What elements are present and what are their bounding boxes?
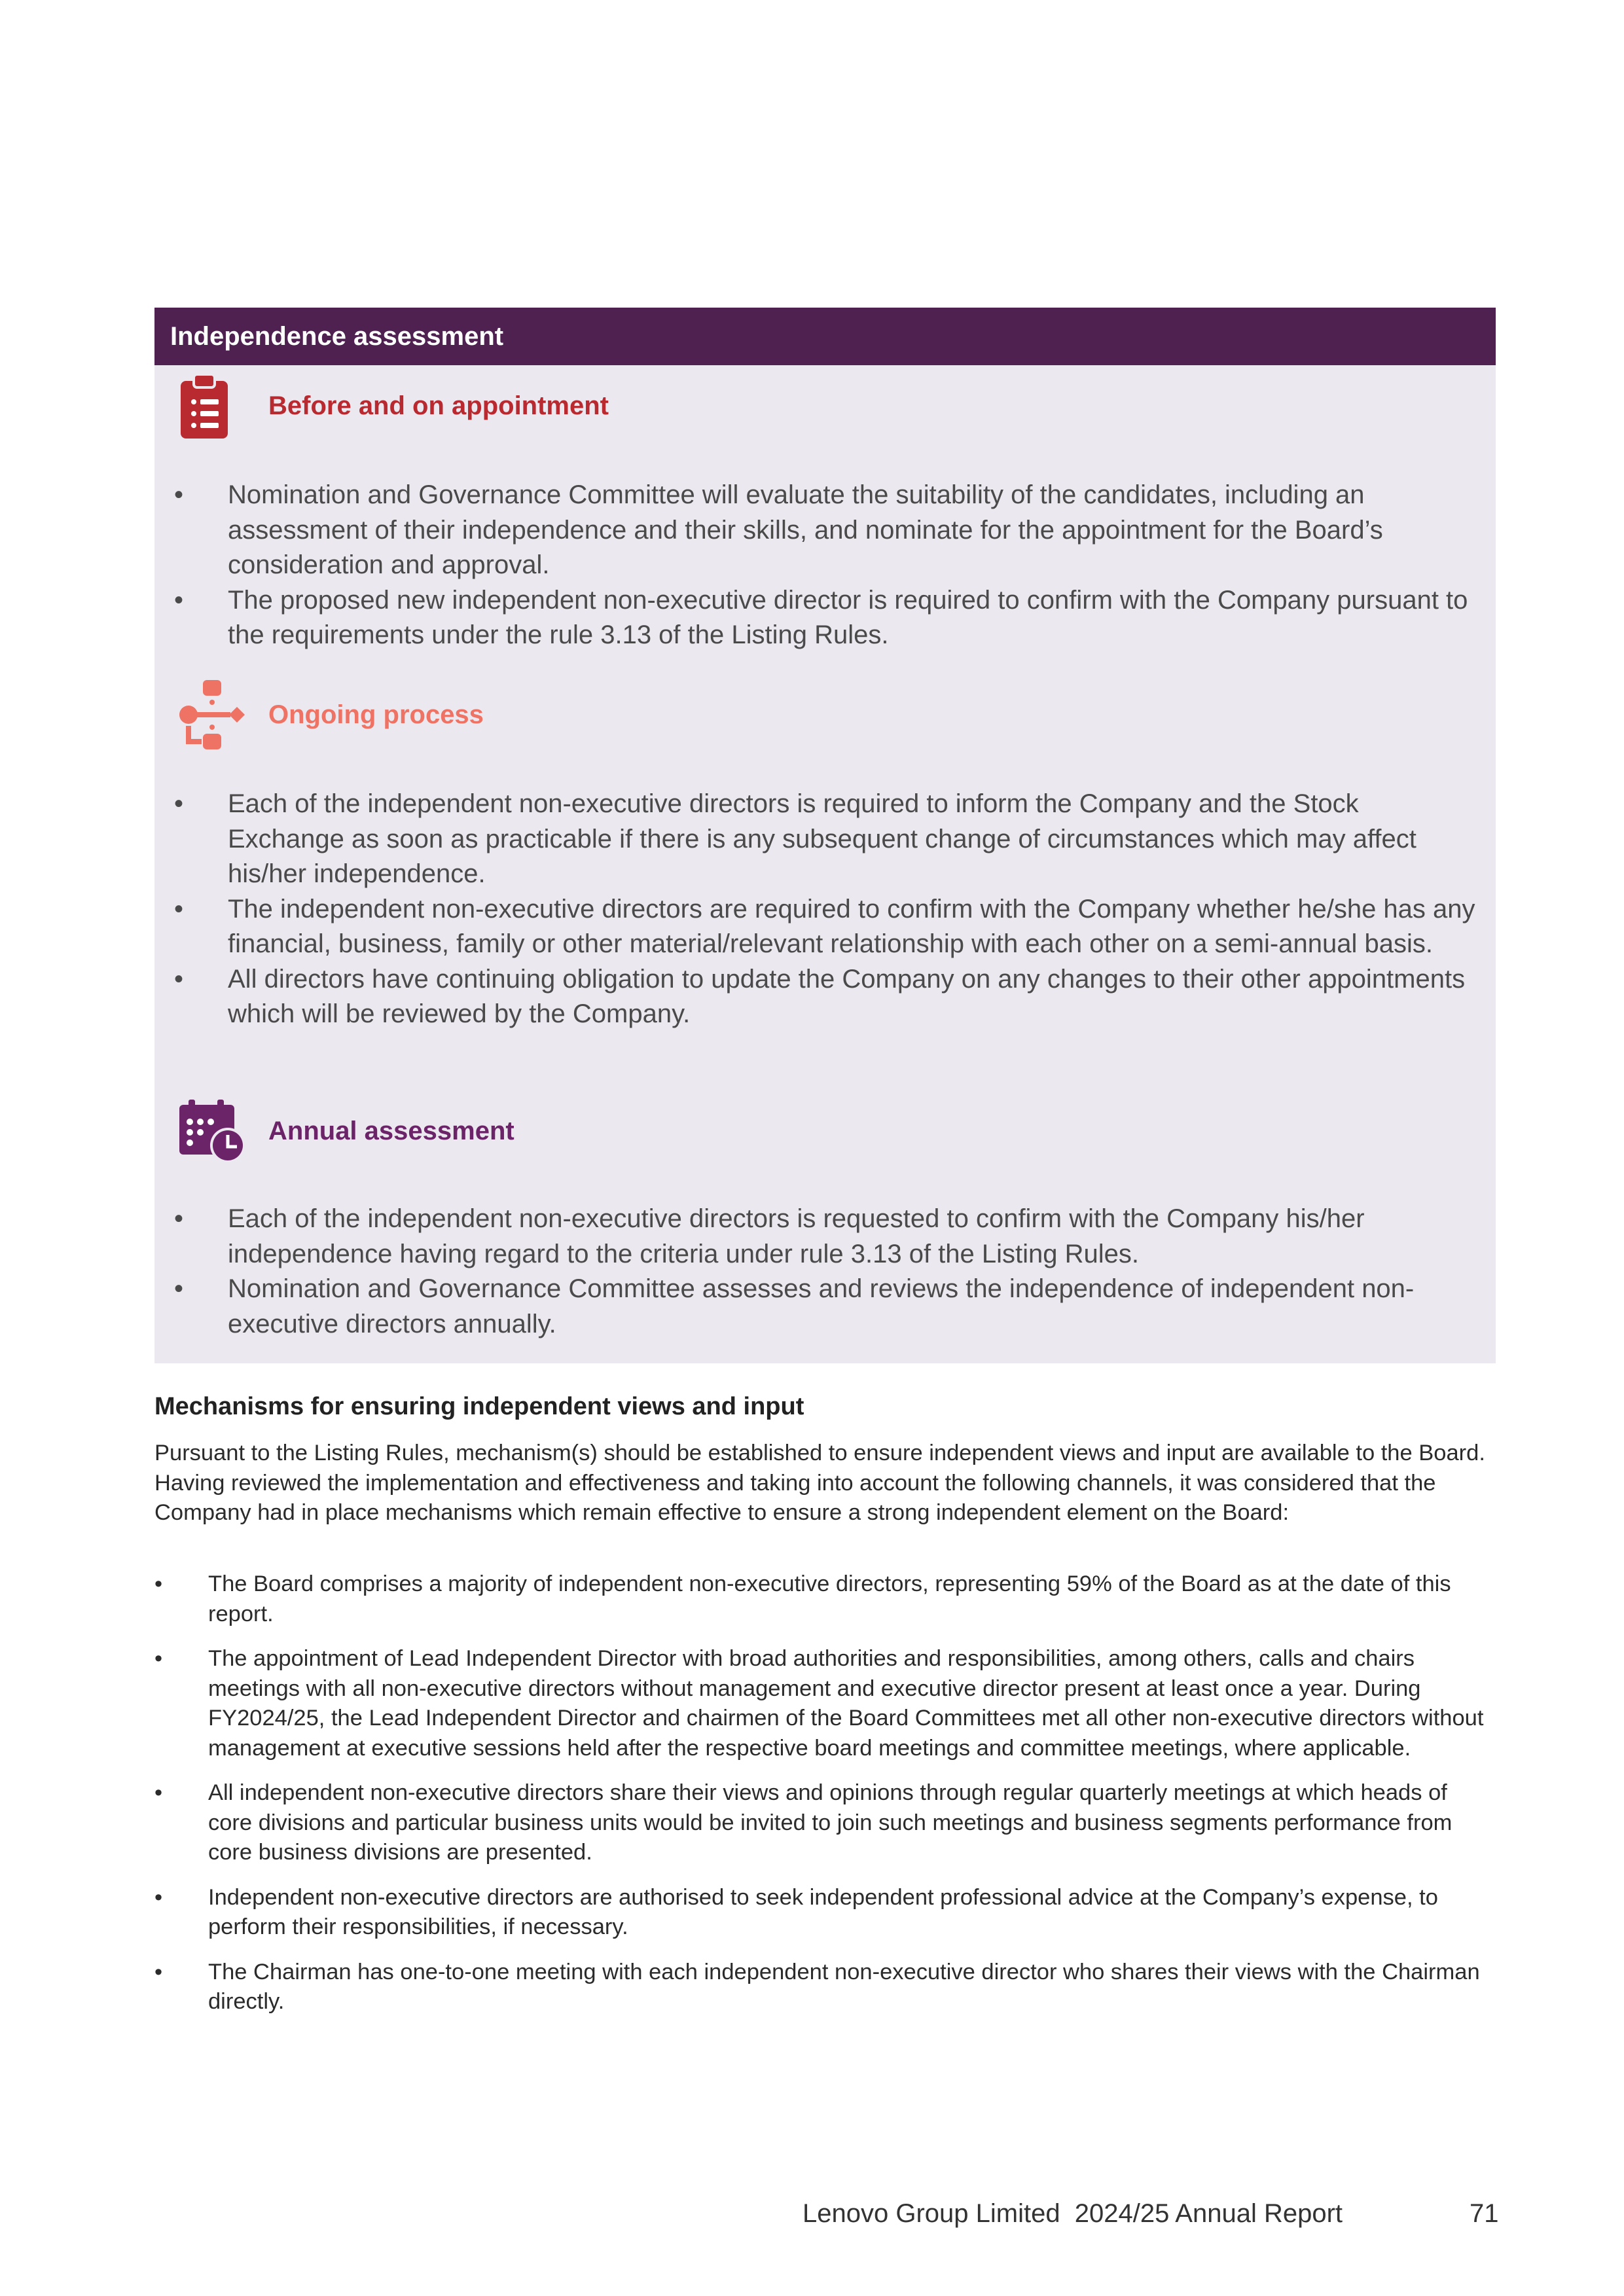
list-item: • All directors have continuing obligation to update the Company on any changes to their other appointments which will be reviewed by the Company. (174, 962, 1477, 1032)
list-item: • The proposed new independent non-executive director is required to confirm with the Company pursuant to the requirements under the rule 3.13 of the Listing Rules. (174, 583, 1477, 653)
list-item: • Each of the independent non-executive directors is required to inform the Company and the Stock Exchange as soon as practicable if there is any subsequent change of circumstances which may affect his/her independence. (174, 787, 1477, 892)
mechanisms-list (154, 1570, 1496, 2032)
list-item: • Each of the independent non-executive directors is requested to confirm with the Company his/her independence having regard to the criteria under rule 3.13 of the Listing Rules. (174, 1202, 1477, 1272)
process-flow-icon (178, 680, 247, 749)
list-item: • Nomination and Governance Committee will evaluate the suitability of the candidates, including an assessment of their independence and their skills, and nominate for the appointment for the Board’s consideration and approval. (174, 478, 1477, 583)
calendar-clock-icon (178, 1096, 247, 1166)
footer-report-title: Lenovo Group Limited 2024/25 Annual Report (803, 2199, 1343, 2228)
clipboard-list-icon (178, 371, 247, 440)
bullet-list (174, 478, 1477, 653)
list-item: • Nomination and Governance Committee assesses and reviews the independence of independent non-executive directors annually. (174, 1272, 1477, 1342)
box-header: Independence assessment (154, 308, 1496, 365)
independence-assessment-box (154, 308, 1496, 1363)
list-item: • The Board comprises a majority of independent non-executive directors, representing 59% of the Board as at the date of this report. (154, 1570, 1496, 1629)
section-annual-assessment (178, 1098, 514, 1164)
list-item: • The appointment of Lead Independent Director with broad authorities and responsibilities, among others, calls and chairs meetings with all non-executive directors without management and executive director present at least once a year. During FY2024/25, the Lead Independent Director and chairmen of the Board Committees met all other non-executive directors without management at executive sessions held after the respective board meetings and committee meetings, where applicable. (154, 1644, 1496, 1763)
section-title: Annual assessment (268, 1116, 514, 1145)
section-ongoing-process (178, 682, 484, 747)
mechanisms-heading: Mechanisms for ensuring independent views and input (154, 1393, 804, 1420)
list-item: • The Chairman has one-to-one meeting with each independent non-executive director who shares their views with the Chairman directly. (154, 1958, 1496, 2017)
bullet-list (174, 1202, 1477, 1342)
list-item: • Independent non-executive directors are authorised to seek independent professional advice at the Company’s expense, to perform their responsibilities, if necessary. (154, 1883, 1496, 1943)
list-item: • The independent non-executive directors are required to confirm with the Company whether he/she has any financial, business, family or other material/relevant relationship with each other on a semi-annual basis. (174, 892, 1477, 962)
mechanisms-intro: Pursuant to the Listing Rules, mechanism(s) should be established to ensure independent views and input are available to the Board. Having reviewed the implementation and effectiveness and taking into account the following channels, it was considered that the Company had in place mechanisms which remain effective to ensure a strong independent element on the Board: (154, 1441, 1485, 1525)
list-item: • All independent non-executive directors share their views and opinions through regular quarterly meetings at which heads of core divisions and particular business units would be invited to join such meetings and business segments performance from core business divisions are presented. (154, 1778, 1496, 1868)
section-title: Ongoing process (268, 700, 484, 729)
bullet-list (174, 787, 1477, 1032)
section-title: Before and on appointment (268, 391, 609, 420)
section-before-appointment (178, 373, 609, 439)
page-number: 71 (1470, 2199, 1499, 2228)
